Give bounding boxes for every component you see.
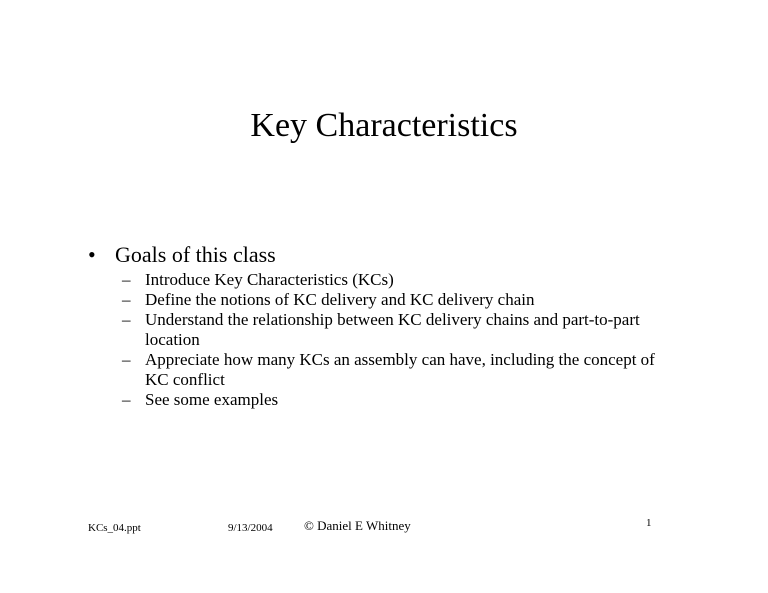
sub-bullet-list	[122, 270, 682, 410]
dash-symbol: –	[122, 310, 131, 329]
page-number: 1	[646, 517, 652, 529]
dash-symbol: –	[122, 390, 131, 409]
sub-bullet-text: Understand the relationship between KC delivery chains and part-to-part location	[145, 310, 640, 349]
footer-date: 9/13/2004	[228, 522, 273, 534]
dash-symbol: –	[122, 270, 131, 289]
sub-bullet-text: Define the notions of KC delivery and KC delivery chain	[145, 290, 535, 309]
sub-bullet-item	[122, 350, 682, 390]
sub-bullet-text: Appreciate how many KCs an assembly can have, including the concept of KC conflict	[145, 350, 655, 389]
slide-title: Key Characteristics	[250, 107, 518, 144]
sub-bullet-item	[122, 290, 682, 310]
sub-bullet-item	[122, 310, 682, 350]
footer-author: © Daniel E Whitney	[304, 518, 411, 533]
sub-bullet-text: Introduce Key Characteristics (KCs)	[145, 270, 394, 289]
bullet-symbol: •	[88, 242, 96, 267]
sub-bullet-item	[122, 390, 682, 410]
sub-bullet-item	[122, 270, 682, 290]
sub-bullet-text: See some examples	[145, 390, 279, 409]
bullet-goals	[88, 240, 276, 270]
dash-symbol: –	[122, 290, 131, 309]
dash-symbol: –	[122, 350, 131, 369]
footer-file-name: KCs_04.ppt	[88, 522, 141, 534]
bullet-text: Goals of this class	[115, 242, 276, 267]
